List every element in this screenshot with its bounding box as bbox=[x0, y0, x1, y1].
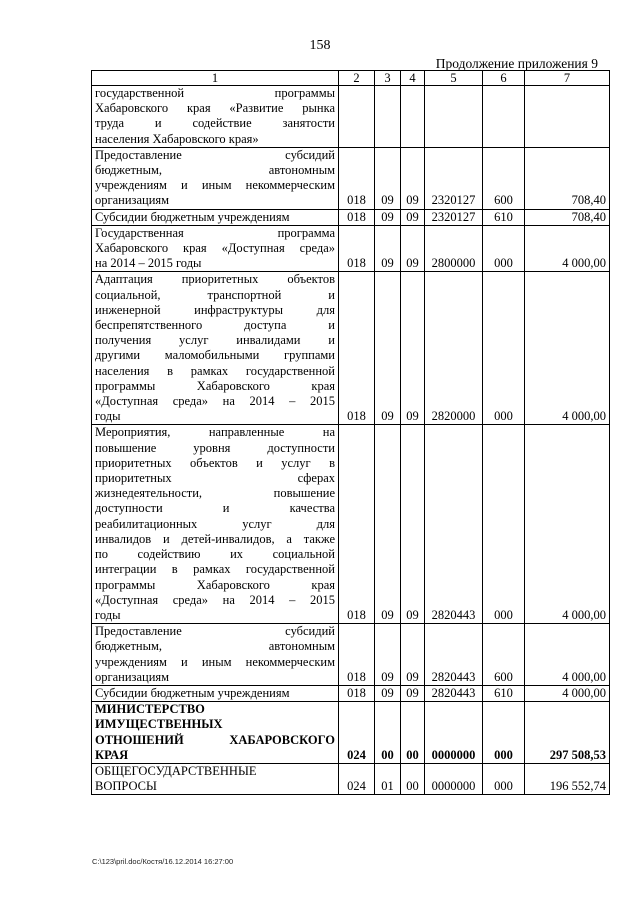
table-row bbox=[92, 147, 610, 209]
expense-type-cell: 610 bbox=[483, 685, 525, 701]
row-name-line: «Доступная среда» на 2014 – 2015 bbox=[95, 394, 335, 409]
target-article-cell: 2820000 bbox=[425, 272, 483, 425]
row-name-line: Государственная программа bbox=[95, 225, 335, 240]
ministry-code-cell: 018 bbox=[339, 272, 375, 425]
header-row bbox=[92, 71, 610, 86]
subsection-cell: 09 bbox=[401, 272, 425, 425]
row-name-line: учреждениям и иным некоммерческим bbox=[95, 178, 335, 193]
row-name-cell bbox=[92, 685, 339, 701]
row-name-line: ВОПРОСЫ bbox=[95, 779, 157, 794]
amount-cell: 708,40 bbox=[525, 209, 610, 225]
row-name-line: Хабаровского края «Доступная среда» bbox=[95, 241, 335, 256]
row-name-line: учреждениям и иным некоммерческим bbox=[95, 654, 335, 669]
subsection-cell: 09 bbox=[401, 624, 425, 686]
header-cell: 7 bbox=[525, 71, 610, 86]
subsection-cell bbox=[401, 86, 425, 148]
expense-type-cell: 000 bbox=[483, 763, 525, 794]
header-cell: 1 bbox=[92, 71, 339, 86]
row-name-line: программы Хабаровского края bbox=[95, 577, 335, 592]
row-name-cell bbox=[92, 272, 339, 425]
file-path-footer: C:\123\pril.doc/Костя/16.12.2014 16:27:00 bbox=[92, 857, 234, 866]
expense-type-cell: 000 bbox=[483, 425, 525, 624]
amount-cell: 4 000,00 bbox=[525, 272, 610, 425]
row-name-line: годы bbox=[95, 409, 121, 424]
table-body bbox=[92, 86, 610, 795]
row-name-line: Мероприятия, направленные на bbox=[95, 425, 335, 440]
table-row bbox=[92, 763, 610, 794]
row-name-line: на 2014 – 2015 годы bbox=[95, 256, 202, 271]
target-article-cell bbox=[425, 86, 483, 148]
expense-type-cell: 000 bbox=[483, 272, 525, 425]
row-name-cell bbox=[92, 209, 339, 225]
ministry-code-cell: 018 bbox=[339, 209, 375, 225]
row-name-line: годы bbox=[95, 607, 121, 622]
subsection-cell: 09 bbox=[401, 685, 425, 701]
row-name-line: Субсидии бюджетным учреждениям bbox=[95, 685, 290, 700]
section-cell: 09 bbox=[375, 685, 401, 701]
row-name-line: приоритетных сферах bbox=[95, 471, 335, 486]
row-name-line: доступности и качества bbox=[95, 501, 335, 516]
row-name-line: населения в рамках государственной bbox=[95, 363, 335, 378]
row-name-line: организациям bbox=[95, 193, 170, 208]
row-name-line: социальной, транспортной и bbox=[95, 287, 335, 302]
row-name-line: труда и содействие занятости bbox=[95, 116, 335, 131]
row-name-line: реабилитационных услуг для bbox=[95, 516, 335, 531]
amount-cell: 297 508,53 bbox=[525, 702, 610, 764]
row-name-cell bbox=[92, 86, 339, 148]
row-name-line: Предоставление субсидий bbox=[95, 624, 335, 639]
target-article-cell: 2800000 bbox=[425, 225, 483, 272]
amount-cell bbox=[525, 86, 610, 148]
section-cell: 01 bbox=[375, 763, 401, 794]
amount-cell: 708,40 bbox=[525, 147, 610, 209]
row-name-line: ОТНОШЕНИЙ ХАБАРОВСКОГО bbox=[95, 732, 335, 747]
table-row bbox=[92, 425, 610, 624]
ministry-code-cell: 024 bbox=[339, 702, 375, 764]
table-row bbox=[92, 702, 610, 764]
target-article-cell: 2320127 bbox=[425, 209, 483, 225]
section-cell: 09 bbox=[375, 147, 401, 209]
target-article-cell: 2820443 bbox=[425, 685, 483, 701]
row-name-line: Хабаровского края «Развитие рынка bbox=[95, 101, 335, 116]
row-name-line: «Доступная среда» на 2014 – 2015 bbox=[95, 592, 335, 607]
row-name-line: организациям bbox=[95, 669, 170, 684]
header-cell: 6 bbox=[483, 71, 525, 86]
row-name-line: инвалидов и детей-инвалидов, а также bbox=[95, 531, 335, 546]
row-name-line: Субсидии бюджетным учреждениям bbox=[95, 209, 290, 224]
table-row bbox=[92, 86, 610, 148]
subsection-cell: 00 bbox=[401, 763, 425, 794]
ministry-code-cell: 018 bbox=[339, 147, 375, 209]
subsection-cell: 00 bbox=[401, 702, 425, 764]
row-name-line: Предоставление субсидий bbox=[95, 147, 335, 162]
expense-type-cell bbox=[483, 86, 525, 148]
target-article-cell: 2320127 bbox=[425, 147, 483, 209]
row-name-line: получения услуг инвалидами и bbox=[95, 333, 335, 348]
row-name-line: МИНИСТЕРСТВО bbox=[95, 702, 205, 717]
continuation-caption: Продолжение приложения 9 bbox=[435, 56, 598, 71]
section-cell: 09 bbox=[375, 272, 401, 425]
section-cell: 09 bbox=[375, 425, 401, 624]
budget-table bbox=[91, 70, 610, 795]
row-name-line: жизнедеятельности, повышение bbox=[95, 486, 335, 501]
row-name-line: по содействию их социальной bbox=[95, 547, 335, 562]
table-row bbox=[92, 272, 610, 425]
header-cell: 3 bbox=[375, 71, 401, 86]
row-name-line: государственной программы bbox=[95, 86, 335, 100]
section-cell: 00 bbox=[375, 702, 401, 764]
subsection-cell: 09 bbox=[401, 147, 425, 209]
row-name-line: бюджетным, автономным bbox=[95, 163, 335, 178]
row-name-line: беспрепятственного доступа и bbox=[95, 318, 335, 333]
row-name-cell bbox=[92, 225, 339, 272]
table-row bbox=[92, 685, 610, 701]
subsection-cell: 09 bbox=[401, 425, 425, 624]
row-name-line: ИМУЩЕСТВЕННЫХ bbox=[95, 717, 223, 732]
section-cell: 09 bbox=[375, 624, 401, 686]
expense-type-cell: 600 bbox=[483, 147, 525, 209]
ministry-code-cell: 018 bbox=[339, 624, 375, 686]
ministry-code-cell bbox=[339, 86, 375, 148]
target-article-cell: 0000000 bbox=[425, 763, 483, 794]
page-number: 158 bbox=[309, 38, 331, 53]
subsection-cell: 09 bbox=[401, 225, 425, 272]
row-name-line: КРАЯ bbox=[95, 747, 129, 762]
target-article-cell: 2820443 bbox=[425, 624, 483, 686]
amount-cell: 4 000,00 bbox=[525, 225, 610, 272]
ministry-code-cell: 018 bbox=[339, 225, 375, 272]
row-name-line: интеграции в рамках государственной bbox=[95, 562, 335, 577]
row-name-cell bbox=[92, 147, 339, 209]
ministry-code-cell: 024 bbox=[339, 763, 375, 794]
ministry-code-cell: 018 bbox=[339, 685, 375, 701]
target-article-cell: 0000000 bbox=[425, 702, 483, 764]
expense-type-cell: 000 bbox=[483, 225, 525, 272]
expense-type-cell: 000 bbox=[483, 702, 525, 764]
row-name-line: программы Хабаровского края bbox=[95, 378, 335, 393]
row-name-line: другими маломобильными группами bbox=[95, 348, 335, 363]
row-name-line: Адаптация приоритетных объектов bbox=[95, 272, 335, 287]
subsection-cell: 09 bbox=[401, 209, 425, 225]
row-name-cell bbox=[92, 702, 339, 764]
header-cell: 5 bbox=[425, 71, 483, 86]
header-cell: 2 bbox=[339, 71, 375, 86]
ministry-code-cell: 018 bbox=[339, 425, 375, 624]
target-article-cell: 2820443 bbox=[425, 425, 483, 624]
amount-cell: 196 552,74 bbox=[525, 763, 610, 794]
amount-cell: 4 000,00 bbox=[525, 425, 610, 624]
row-name-line: инженерной инфраструктуры для bbox=[95, 302, 335, 317]
row-name-cell bbox=[92, 624, 339, 686]
expense-type-cell: 600 bbox=[483, 624, 525, 686]
row-name-line: ОБЩЕГОСУДАРСТВЕННЫЕ bbox=[95, 763, 257, 778]
row-name-cell bbox=[92, 425, 339, 624]
section-cell: 09 bbox=[375, 209, 401, 225]
amount-cell: 4 000,00 bbox=[525, 685, 610, 701]
section-cell: 09 bbox=[375, 225, 401, 272]
table-row bbox=[92, 209, 610, 225]
row-name-cell bbox=[92, 763, 339, 794]
section-cell bbox=[375, 86, 401, 148]
expense-type-cell: 610 bbox=[483, 209, 525, 225]
row-name-line: повышение уровня доступности bbox=[95, 440, 335, 455]
table-row bbox=[92, 624, 610, 686]
row-name-line: населения Хабаровского края» bbox=[95, 131, 259, 146]
row-name-line: приоритетных объектов и услуг в bbox=[95, 455, 335, 470]
amount-cell: 4 000,00 bbox=[525, 624, 610, 686]
header-cell: 4 bbox=[401, 71, 425, 86]
row-name-line: бюджетным, автономным bbox=[95, 639, 335, 654]
table-row bbox=[92, 225, 610, 272]
